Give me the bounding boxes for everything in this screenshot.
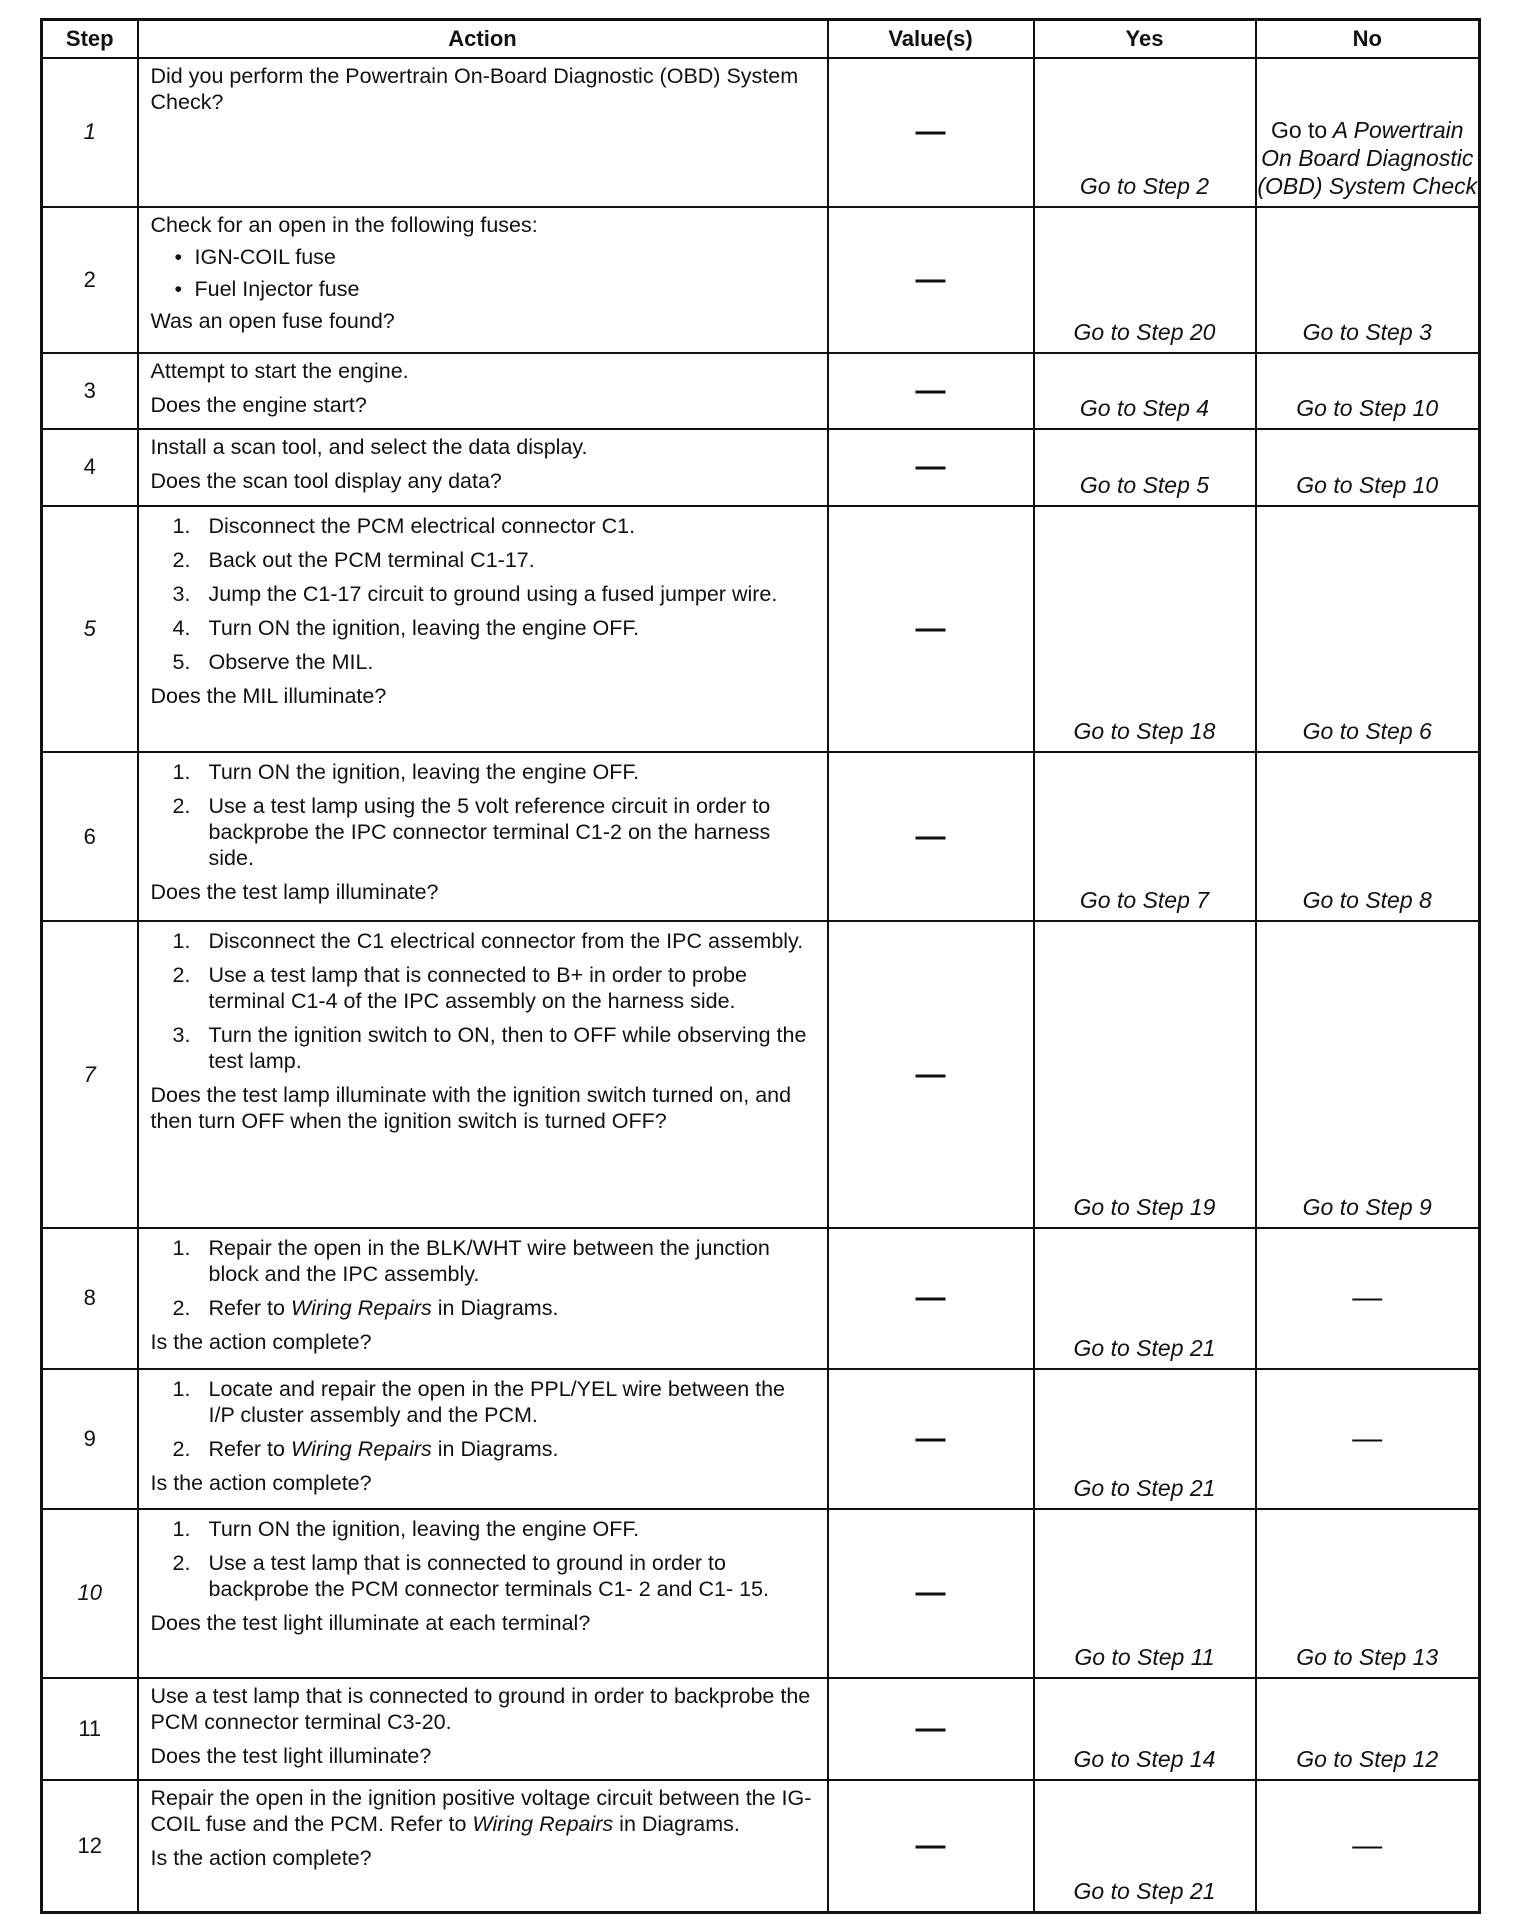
no-cell: Go to Step 13: [1256, 1509, 1480, 1678]
action-cell: [138, 207, 828, 354]
action-question: Does the MIL illuminate?: [150, 683, 387, 708]
table-row-step-3: [42, 353, 1480, 429]
list-item: 1. Turn ON the ignition, leaving the engine OFF.: [172, 760, 640, 785]
list-item: 2. Refer to Wiring Repairs in Diagrams.: [172, 1436, 559, 1461]
list-item: 5. Observe the MIL.: [172, 649, 374, 674]
list-item: • IGN-COIL fuse: [175, 244, 817, 270]
wiring-repairs-link[interactable]: Wiring Repairs: [472, 1811, 614, 1836]
action-intro: Repair the open in the ignition positive voltage circuit between the IG-COIL fuse and the PCM. Refer to Wiring Repairs in Diagrams.: [150, 1785, 812, 1836]
table-row-step-6: [42, 752, 1480, 921]
table-row-step-5: [42, 506, 1480, 753]
no-prefix: Go to: [1270, 116, 1328, 143]
action-cell: [138, 429, 828, 505]
yes-cell: Go to Step 7: [1034, 752, 1256, 921]
header-yes: Yes: [1034, 20, 1256, 59]
header-action: Action: [138, 20, 828, 59]
step-number: 9: [42, 1369, 138, 1509]
header-row: [42, 20, 1480, 59]
table-row-step-12: [42, 1780, 1480, 1913]
step-number: 11: [42, 1678, 138, 1780]
wiring-repairs-link[interactable]: Wiring Repairs: [290, 1296, 432, 1321]
procedure-list: [151, 1516, 817, 1602]
step-number: 6: [42, 752, 138, 921]
yes-cell: Go to Step 18: [1034, 506, 1256, 753]
header-step: Step: [42, 20, 138, 59]
value-cell: —: [828, 353, 1034, 429]
diagnostic-table: [40, 18, 1481, 1914]
no-cell: Go to Step 8: [1256, 752, 1480, 921]
step-number: 3: [42, 353, 138, 429]
table-row-step-10: [42, 1509, 1480, 1678]
list-item: 2. Use a test lamp that is connected to B+ in order to probe terminal C1-4 of the IPC assembly on the harness side.: [172, 962, 747, 1013]
action-question: Does the test light illuminate at each terminal?: [150, 1611, 591, 1636]
list-item: 2. Back out the PCM terminal C1-17.: [172, 547, 535, 572]
list-item: 3. Jump the C1-17 circuit to ground using a fused jumper wire.: [172, 581, 778, 606]
step-number: 4: [42, 429, 138, 505]
action-question: Is the action complete?: [150, 1330, 372, 1355]
value-cell: —: [828, 1678, 1034, 1780]
action-intro: Use a test lamp that is connected to ground in order to backprobe the PCM connector terminal C3-20.: [150, 1683, 811, 1734]
step-number: 8: [42, 1228, 138, 1368]
list-item: 1. Turn ON the ignition, leaving the engine OFF.: [172, 1517, 640, 1542]
value-cell: —: [828, 207, 1034, 354]
list-item: 4. Turn ON the ignition, leaving the engine OFF.: [172, 615, 640, 640]
action-cell: [138, 58, 828, 207]
list-item: 1. Repair the open in the BLK/WHT wire between the junction block and the IPC assembly.: [172, 1236, 770, 1287]
action-cell: [138, 752, 828, 921]
list-item: 1. Disconnect the PCM electrical connector C1.: [172, 513, 636, 538]
fuse-list: [151, 244, 817, 302]
procedure-list: [151, 928, 817, 1074]
action-question: Is the action complete?: [150, 1845, 372, 1870]
no-cell: Go to Step 3: [1256, 207, 1480, 354]
no-cell: Go to Step 9: [1256, 921, 1480, 1228]
list-item: 2. Use a test lamp that is connected to ground in order to backprobe the PCM connector terminals C1- 2 and C1- 15.: [172, 1551, 769, 1602]
table-row-step-2: [42, 207, 1480, 354]
yes-cell: Go to Step 19: [1034, 921, 1256, 1228]
yes-cell: Go to Step 21: [1034, 1780, 1256, 1913]
table-row-step-4: [42, 429, 1480, 505]
action-question: Does the scan tool display any data?: [150, 469, 502, 494]
action-intro: Install a scan tool, and select the data display.: [150, 435, 588, 460]
value-cell: —: [828, 1780, 1034, 1913]
yes-cell: Go to Step 11: [1034, 1509, 1256, 1678]
list-item: 1. Disconnect the C1 electrical connector from the IPC assembly.: [172, 928, 804, 953]
header-no: No: [1256, 20, 1480, 59]
table-row-step-9: [42, 1369, 1480, 1509]
list-item: 2. Refer to Wiring Repairs in Diagrams.: [172, 1296, 559, 1321]
action-question: Is the action complete?: [150, 1470, 372, 1495]
action-cell: [138, 921, 828, 1228]
action-cell: [138, 353, 828, 429]
step-number: 5: [42, 506, 138, 753]
value-cell: —: [828, 1228, 1034, 1368]
no-cell: —: [1256, 1780, 1480, 1913]
action-question: Was an open fuse found?: [150, 308, 395, 333]
procedure-list: [151, 759, 817, 871]
yes-cell: Go to Step 21: [1034, 1228, 1256, 1368]
list-item: • Fuel Injector fuse: [175, 276, 817, 302]
table-row-step-11: [42, 1678, 1480, 1780]
action-cell: [138, 1780, 828, 1913]
action-cell: [138, 1678, 828, 1780]
action-question: Does the test lamp illuminate with the ignition switch turned on, and then turn OFF when the ignition switch is turned OFF?: [150, 1082, 792, 1133]
action-question: Does the test light illuminate?: [150, 1743, 432, 1768]
yes-cell: Go to Step 4: [1034, 353, 1256, 429]
no-cell: Go to Step 10: [1256, 353, 1480, 429]
value-cell: —: [828, 429, 1034, 505]
action-intro: Attempt to start the engine.: [150, 359, 409, 384]
yes-cell: Go to Step 14: [1034, 1678, 1256, 1780]
no-cell: [1256, 58, 1480, 207]
list-item: 3. Turn the ignition switch to ON, then to OFF while observing the test lamp.: [172, 1022, 807, 1073]
action-intro: Check for an open in the following fuses:: [150, 212, 538, 237]
step-number: 10: [42, 1509, 138, 1678]
action-cell: [138, 1228, 828, 1368]
no-cell: —: [1256, 1228, 1480, 1368]
header-value: Value(s): [828, 20, 1034, 59]
action-text: Did you perform the Powertrain On-Board Diagnostic (OBD) System Check?: [150, 64, 799, 114]
step-number: 2: [42, 207, 138, 354]
action-cell: [138, 1509, 828, 1678]
wiring-repairs-link[interactable]: Wiring Repairs: [290, 1436, 432, 1461]
value-cell: —: [828, 752, 1034, 921]
action-cell: [138, 506, 828, 753]
value-cell: —: [828, 1509, 1034, 1678]
list-item: 1. Locate and repair the open in the PPL/YEL wire between the I/P cluster assembly and the PCM.: [172, 1376, 786, 1427]
yes-cell: Go to Step 2: [1034, 58, 1256, 207]
step-number: 12: [42, 1780, 138, 1913]
no-cell: Go to Step 6: [1256, 506, 1480, 753]
no-cell: Go to Step 10: [1256, 429, 1480, 505]
yes-cell: Go to Step 20: [1034, 207, 1256, 354]
no-cell: —: [1256, 1369, 1480, 1509]
yes-cell: Go to Step 5: [1034, 429, 1256, 505]
value-cell: —: [828, 921, 1034, 1228]
action-cell: [138, 1369, 828, 1509]
procedure-list: [151, 1376, 817, 1462]
step-number: 1: [42, 58, 138, 207]
value-cell: —: [828, 58, 1034, 207]
action-question: Does the engine start?: [150, 393, 367, 418]
step-number: 7: [42, 921, 138, 1228]
table-row-step-1: [42, 58, 1480, 207]
table-row-step-7: [42, 921, 1480, 1228]
list-item: 2. Use a test lamp using the 5 volt reference circuit in order to backprobe the IPC connector terminal C1-2 on the harness side.: [172, 794, 771, 871]
yes-cell: Go to Step 21: [1034, 1369, 1256, 1509]
procedure-list: [151, 1235, 817, 1321]
procedure-list: [151, 513, 817, 675]
value-cell: —: [828, 1369, 1034, 1509]
no-cell: Go to Step 12: [1256, 1678, 1480, 1780]
action-question: Does the test lamp illuminate?: [150, 880, 439, 905]
value-cell: —: [828, 506, 1034, 753]
table-row-step-8: [42, 1228, 1480, 1368]
obd-check-link[interactable]: A Powertrain On Board Diagnostic (OBD) System Check: [1257, 116, 1478, 199]
